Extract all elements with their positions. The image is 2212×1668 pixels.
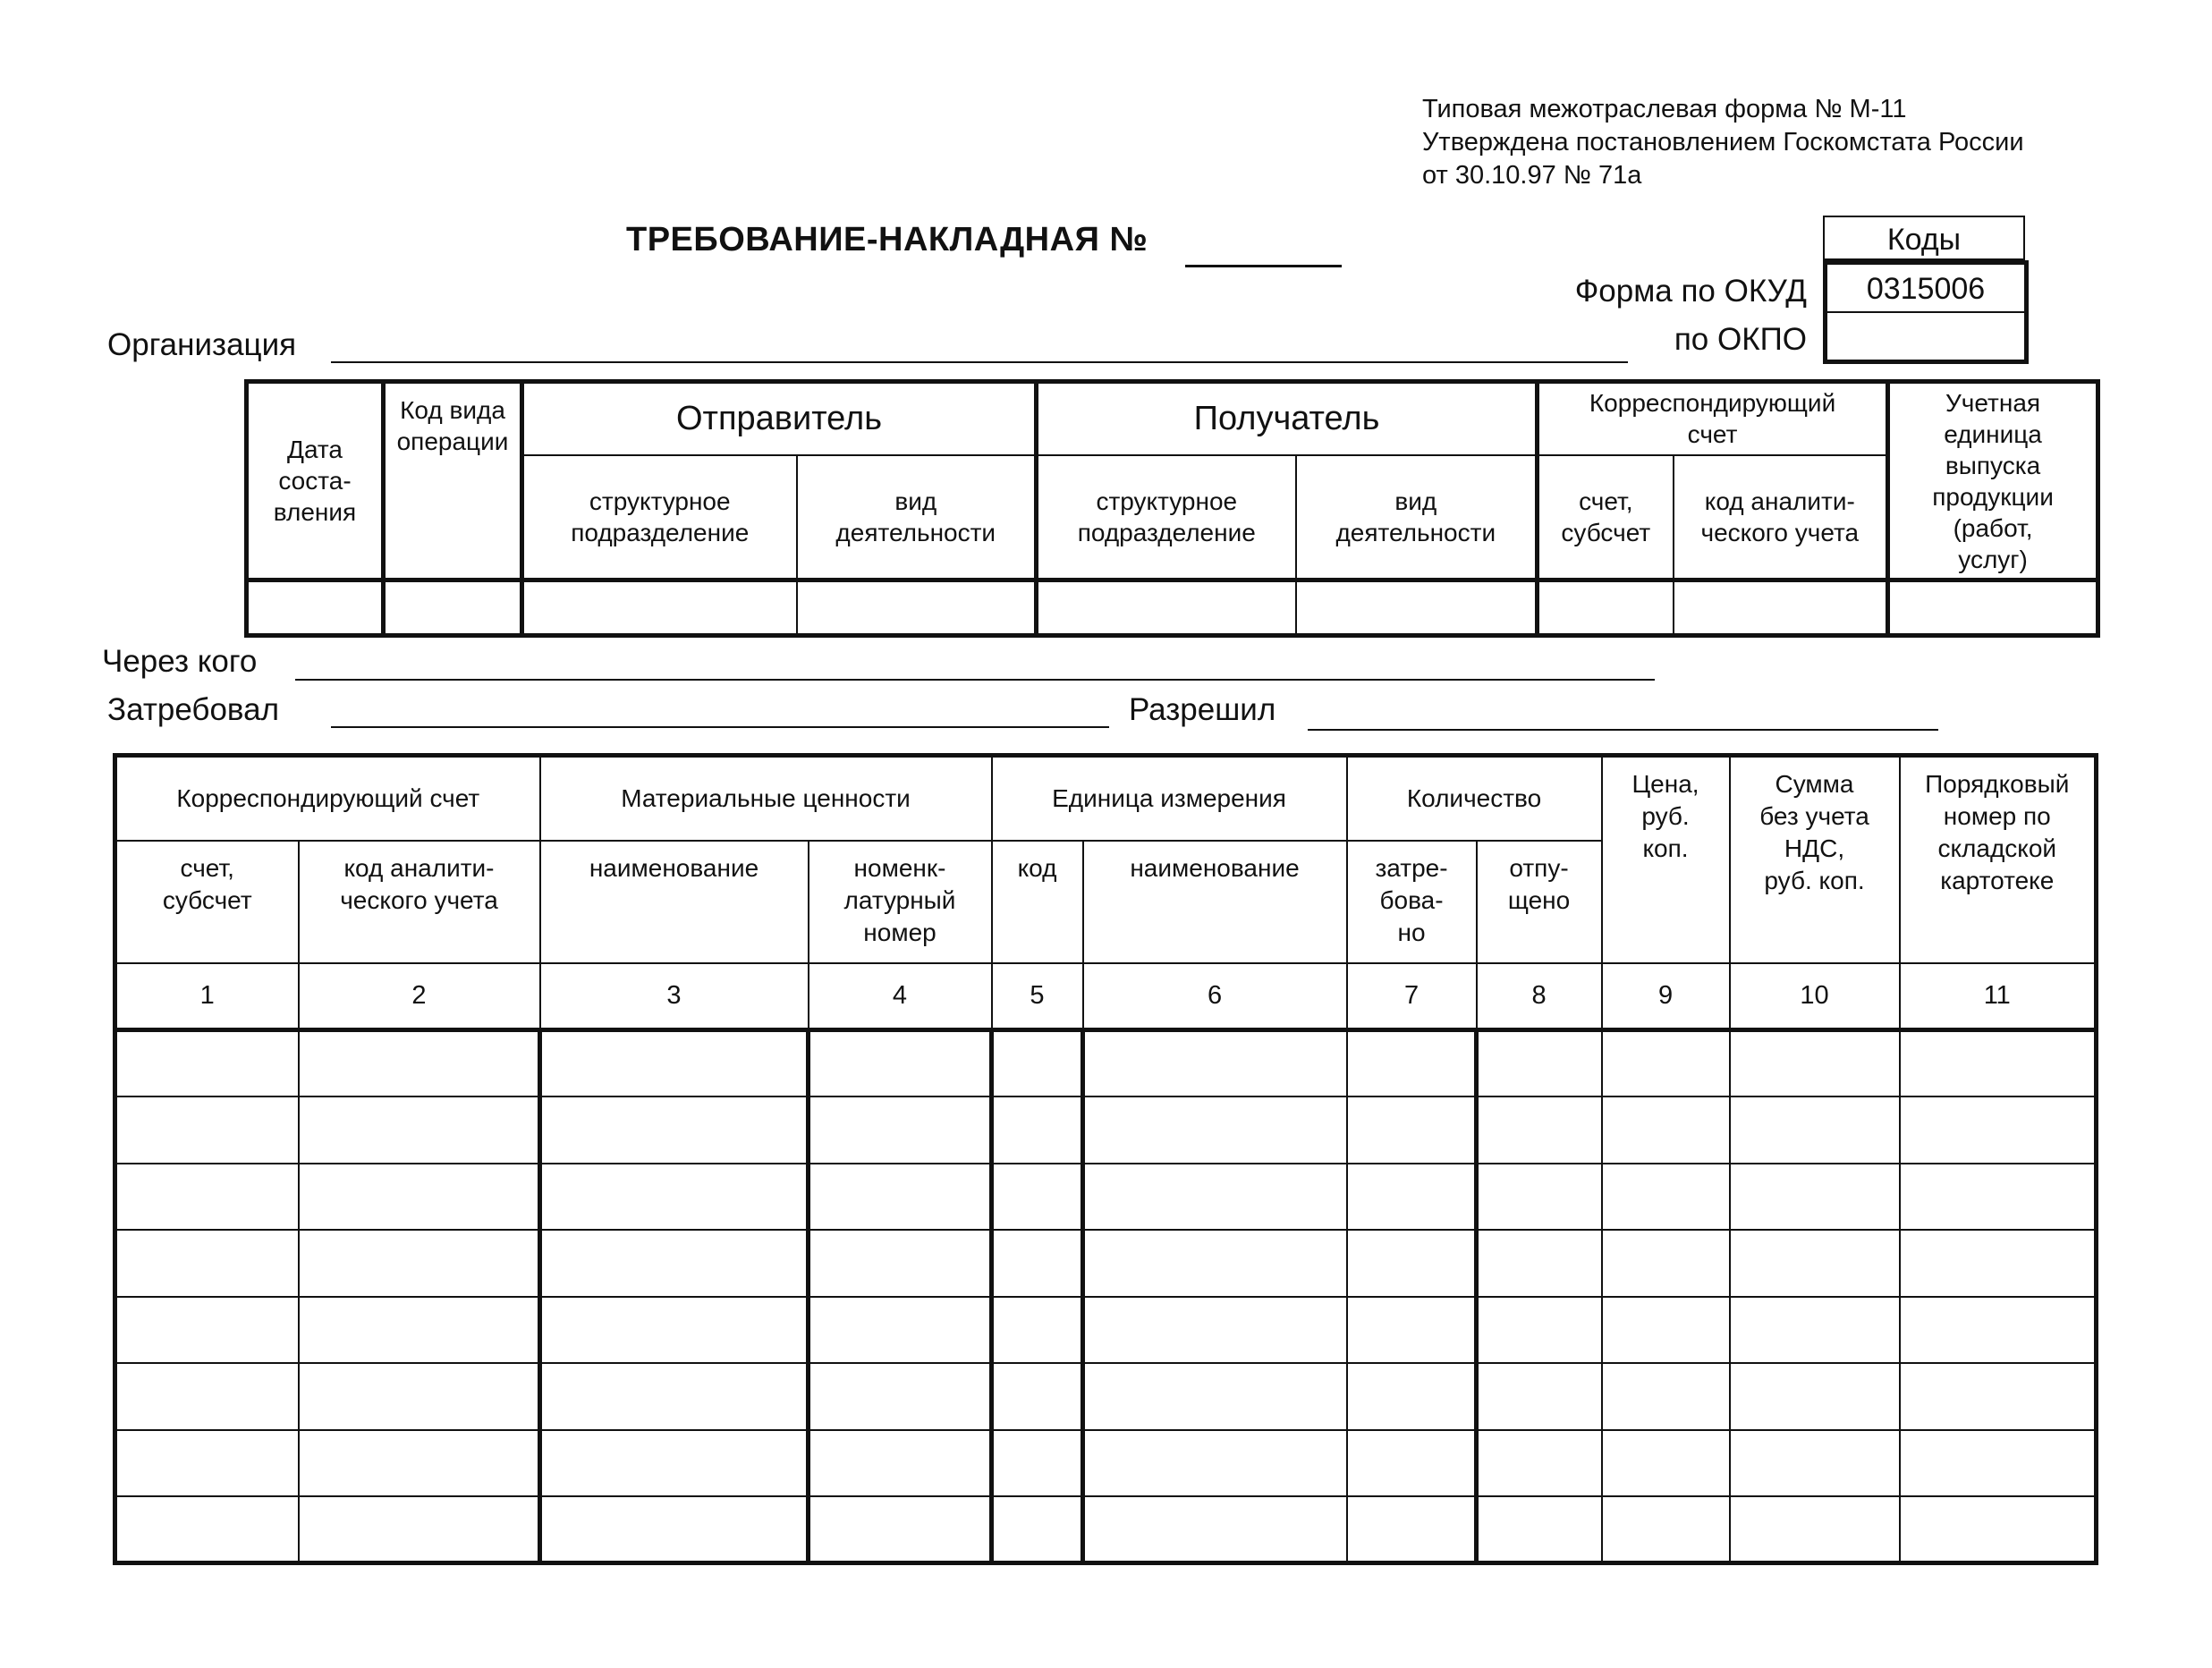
quantity-header: Количество xyxy=(1347,756,1602,841)
quantity-requested-cell[interactable] xyxy=(1347,1164,1477,1231)
quantity-requested-cell[interactable] xyxy=(1347,1363,1477,1430)
allowed-label: Разрешил xyxy=(1129,692,1276,727)
okud-label: Форма по ОКУД xyxy=(1574,274,1807,309)
sum-header: Сумма без учета НДС, руб. коп. xyxy=(1730,756,1900,963)
analytic-code-cell[interactable] xyxy=(299,1430,540,1497)
sum-cell[interactable] xyxy=(1730,1164,1900,1231)
material-name-cell[interactable] xyxy=(540,1496,809,1563)
unit-name-cell[interactable] xyxy=(1083,1164,1347,1231)
operation-code-header: Код вида операции xyxy=(384,382,522,580)
material-name-cell[interactable] xyxy=(540,1430,809,1497)
column-number: 11 xyxy=(1900,963,2097,1030)
codes-box xyxy=(1823,260,2029,364)
unit-code-cell[interactable] xyxy=(992,1430,1083,1497)
quantity-requested-header: затре- бова- но xyxy=(1347,841,1477,963)
card-serial-cell[interactable] xyxy=(1900,1297,2097,1364)
quantity-released-cell[interactable] xyxy=(1477,1164,1602,1231)
table-row xyxy=(115,1230,2097,1297)
organization-field[interactable] xyxy=(331,361,1628,363)
quantity-released-header: отпу- щено xyxy=(1477,841,1602,963)
quantity-requested-cell[interactable] xyxy=(1347,1430,1477,1497)
quantity-released-cell[interactable] xyxy=(1477,1030,1602,1097)
column-number: 9 xyxy=(1602,963,1730,1030)
materials-header: Материальные ценности xyxy=(540,756,992,841)
quantity-requested-cell[interactable] xyxy=(1347,1496,1477,1563)
price-cell[interactable] xyxy=(1602,1096,1730,1164)
quantity-released-cell[interactable] xyxy=(1477,1496,1602,1563)
unit-name-header: наименование xyxy=(1083,841,1347,963)
price-cell[interactable] xyxy=(1602,1030,1730,1097)
approval-date-line: от 30.10.97 № 71а xyxy=(1422,161,1642,190)
column-number: 2 xyxy=(299,963,540,1030)
column-number: 5 xyxy=(992,963,1083,1030)
quantity-released-cell[interactable] xyxy=(1477,1230,1602,1297)
analytic-code-header: код аналити- ческого учета xyxy=(299,841,540,963)
analytic-code-cell[interactable] xyxy=(1674,580,1888,636)
table-row xyxy=(115,1430,2097,1497)
organization-label: Организация xyxy=(107,327,297,362)
sum-cell[interactable] xyxy=(1730,1297,1900,1364)
material-name-cell[interactable] xyxy=(540,1363,809,1430)
unit-code-cell[interactable] xyxy=(992,1230,1083,1297)
via-field[interactable] xyxy=(295,679,1655,681)
quantity-requested-cell[interactable] xyxy=(1347,1030,1477,1097)
account-cell[interactable] xyxy=(115,1430,299,1497)
nomenclature-number-cell[interactable] xyxy=(809,1430,992,1497)
column-number: 7 xyxy=(1347,963,1477,1030)
unit-code-cell[interactable] xyxy=(992,1030,1083,1097)
sum-cell[interactable] xyxy=(1730,1096,1900,1164)
date-cell[interactable] xyxy=(247,580,384,636)
requested-label: Затребовал xyxy=(107,692,280,727)
quantity-released-cell[interactable] xyxy=(1477,1297,1602,1364)
sum-cell[interactable] xyxy=(1730,1430,1900,1497)
sum-cell[interactable] xyxy=(1730,1496,1900,1563)
sum-cell[interactable] xyxy=(1730,1363,1900,1430)
sum-cell[interactable] xyxy=(1730,1030,1900,1097)
sender-activity-header: вид деятельности xyxy=(797,455,1037,580)
nomenclature-number-cell[interactable] xyxy=(809,1096,992,1164)
nomenclature-number-cell[interactable] xyxy=(809,1030,992,1097)
unit-code-cell[interactable] xyxy=(992,1096,1083,1164)
nomenclature-number-cell[interactable] xyxy=(809,1496,992,1563)
accounting-unit-cell[interactable] xyxy=(1888,580,2098,636)
card-serial-cell[interactable] xyxy=(1900,1096,2097,1164)
account-subaccount-header: счет, субсчет xyxy=(115,841,299,963)
card-serial-header: Порядковый номер по складской картотеке xyxy=(1900,756,2097,963)
table-row xyxy=(247,580,2098,636)
card-serial-cell[interactable] xyxy=(1900,1230,2097,1297)
document-title: ТРЕБОВАНИЕ-НАКЛАДНАЯ № xyxy=(626,221,1148,258)
table-row xyxy=(115,1096,2097,1164)
nomenclature-number-cell[interactable] xyxy=(809,1230,992,1297)
okpo-label: по ОКПО xyxy=(1674,322,1807,357)
analytic-code-header: код аналити- ческого учета xyxy=(1674,455,1888,580)
unit-code-cell[interactable] xyxy=(992,1297,1083,1364)
card-serial-cell[interactable] xyxy=(1900,1030,2097,1097)
card-serial-cell[interactable] xyxy=(1900,1430,2097,1497)
price-cell[interactable] xyxy=(1602,1230,1730,1297)
column-number: 4 xyxy=(809,963,992,1030)
column-number: 8 xyxy=(1477,963,1602,1030)
approved-by-line: Утверждена постановлением Госкомстата России xyxy=(1422,128,2024,157)
unit-name-cell[interactable] xyxy=(1083,1030,1347,1097)
allowed-field[interactable] xyxy=(1308,729,1938,731)
account-subaccount-header: счет, субсчет xyxy=(1538,455,1674,580)
price-header: Цена, руб. коп. xyxy=(1602,756,1730,963)
account-cell[interactable] xyxy=(1538,580,1674,636)
unit-code-cell[interactable] xyxy=(992,1164,1083,1231)
analytic-code-cell[interactable] xyxy=(299,1030,540,1097)
sender-struct-unit-cell[interactable] xyxy=(522,580,797,636)
price-cell[interactable] xyxy=(1602,1430,1730,1497)
price-cell[interactable] xyxy=(1602,1496,1730,1563)
analytic-code-cell[interactable] xyxy=(299,1096,540,1164)
document-number-field[interactable] xyxy=(1185,265,1342,267)
receiver-header: Получатель xyxy=(1037,382,1538,455)
analytic-code-cell[interactable] xyxy=(299,1297,540,1364)
account-cell[interactable] xyxy=(115,1230,299,1297)
sender-struct-unit-header: структурное подразделение xyxy=(522,455,797,580)
table-row xyxy=(115,1164,2097,1231)
okud-code-value: 0315006 xyxy=(1827,265,2024,313)
quantity-requested-cell[interactable] xyxy=(1347,1230,1477,1297)
codes-header: Коды xyxy=(1823,216,2025,260)
unit-name-cell[interactable] xyxy=(1083,1363,1347,1430)
column-number: 3 xyxy=(540,963,809,1030)
materials-table xyxy=(113,753,2098,1565)
unit-name-cell[interactable] xyxy=(1083,1096,1347,1164)
material-name-header: наименование xyxy=(540,841,809,963)
material-name-cell[interactable] xyxy=(540,1030,809,1097)
unit-code-cell[interactable] xyxy=(992,1363,1083,1430)
nomenclature-number-cell[interactable] xyxy=(809,1363,992,1430)
receiver-activity-cell[interactable] xyxy=(1296,580,1538,636)
column-numbers-row xyxy=(115,963,2097,1030)
quantity-released-cell[interactable] xyxy=(1477,1430,1602,1497)
nomenclature-number-cell[interactable] xyxy=(809,1297,992,1364)
form-type-line: Типовая межотраслевая форма № М-11 xyxy=(1422,95,1907,123)
column-number: 1 xyxy=(115,963,299,1030)
account-cell[interactable] xyxy=(115,1030,299,1097)
accounting-unit-header: Учетная единица выпуска продукции (работ, услуг) xyxy=(1888,382,2098,580)
quantity-released-cell[interactable] xyxy=(1477,1363,1602,1430)
operation-code-cell[interactable] xyxy=(384,580,522,636)
receiver-struct-unit-header: структурное подразделение xyxy=(1037,455,1296,580)
unit-name-cell[interactable] xyxy=(1083,1230,1347,1297)
transfer-details-table xyxy=(244,379,2100,638)
card-serial-cell[interactable] xyxy=(1900,1164,2097,1231)
analytic-code-cell[interactable] xyxy=(299,1230,540,1297)
table-row xyxy=(115,1030,2097,1097)
price-cell[interactable] xyxy=(1602,1164,1730,1231)
unit-name-cell[interactable] xyxy=(1083,1297,1347,1364)
account-cell[interactable] xyxy=(115,1363,299,1430)
card-serial-cell[interactable] xyxy=(1900,1363,2097,1430)
quantity-requested-cell[interactable] xyxy=(1347,1297,1477,1364)
unit-name-cell[interactable] xyxy=(1083,1430,1347,1497)
nomenclature-number-cell[interactable] xyxy=(809,1164,992,1231)
corr-account-header: Корреспондирующий счет xyxy=(115,756,540,841)
analytic-code-cell[interactable] xyxy=(299,1164,540,1231)
account-cell[interactable] xyxy=(115,1297,299,1364)
account-cell[interactable] xyxy=(115,1096,299,1164)
material-name-cell[interactable] xyxy=(540,1164,809,1231)
nomenclature-number-header: номенк- латурный номер xyxy=(809,841,992,963)
account-cell[interactable] xyxy=(115,1496,299,1563)
unit-name-cell[interactable] xyxy=(1083,1496,1347,1563)
column-number: 10 xyxy=(1730,963,1900,1030)
quantity-requested-cell[interactable] xyxy=(1347,1096,1477,1164)
unit-code-header: код xyxy=(992,841,1083,963)
analytic-code-cell[interactable] xyxy=(299,1496,540,1563)
corr-account-header: Корреспондирующий счет xyxy=(1538,382,1888,455)
card-serial-cell[interactable] xyxy=(1900,1496,2097,1563)
material-name-cell[interactable] xyxy=(540,1297,809,1364)
sender-activity-cell[interactable] xyxy=(797,580,1037,636)
receiver-activity-header: вид деятельности xyxy=(1296,455,1538,580)
via-label: Через кого xyxy=(102,644,258,679)
table-row xyxy=(115,1496,2097,1563)
account-cell[interactable] xyxy=(115,1164,299,1231)
date-header: Дата соста- вления xyxy=(247,382,384,580)
unit-code-cell[interactable] xyxy=(992,1496,1083,1563)
sender-header: Отправитель xyxy=(522,382,1037,455)
price-cell[interactable] xyxy=(1602,1297,1730,1364)
requested-field[interactable] xyxy=(331,726,1109,728)
column-number: 6 xyxy=(1083,963,1347,1030)
price-cell[interactable] xyxy=(1602,1363,1730,1430)
unit-measure-header: Единица измерения xyxy=(992,756,1347,841)
table-row xyxy=(115,1297,2097,1364)
okpo-code-field[interactable] xyxy=(1827,313,2024,360)
receiver-struct-unit-cell[interactable] xyxy=(1037,580,1296,636)
sum-cell[interactable] xyxy=(1730,1230,1900,1297)
analytic-code-cell[interactable] xyxy=(299,1363,540,1430)
quantity-released-cell[interactable] xyxy=(1477,1096,1602,1164)
form-approval-note xyxy=(1422,93,2024,192)
table-row xyxy=(115,1363,2097,1430)
material-name-cell[interactable] xyxy=(540,1230,809,1297)
material-name-cell[interactable] xyxy=(540,1096,809,1164)
